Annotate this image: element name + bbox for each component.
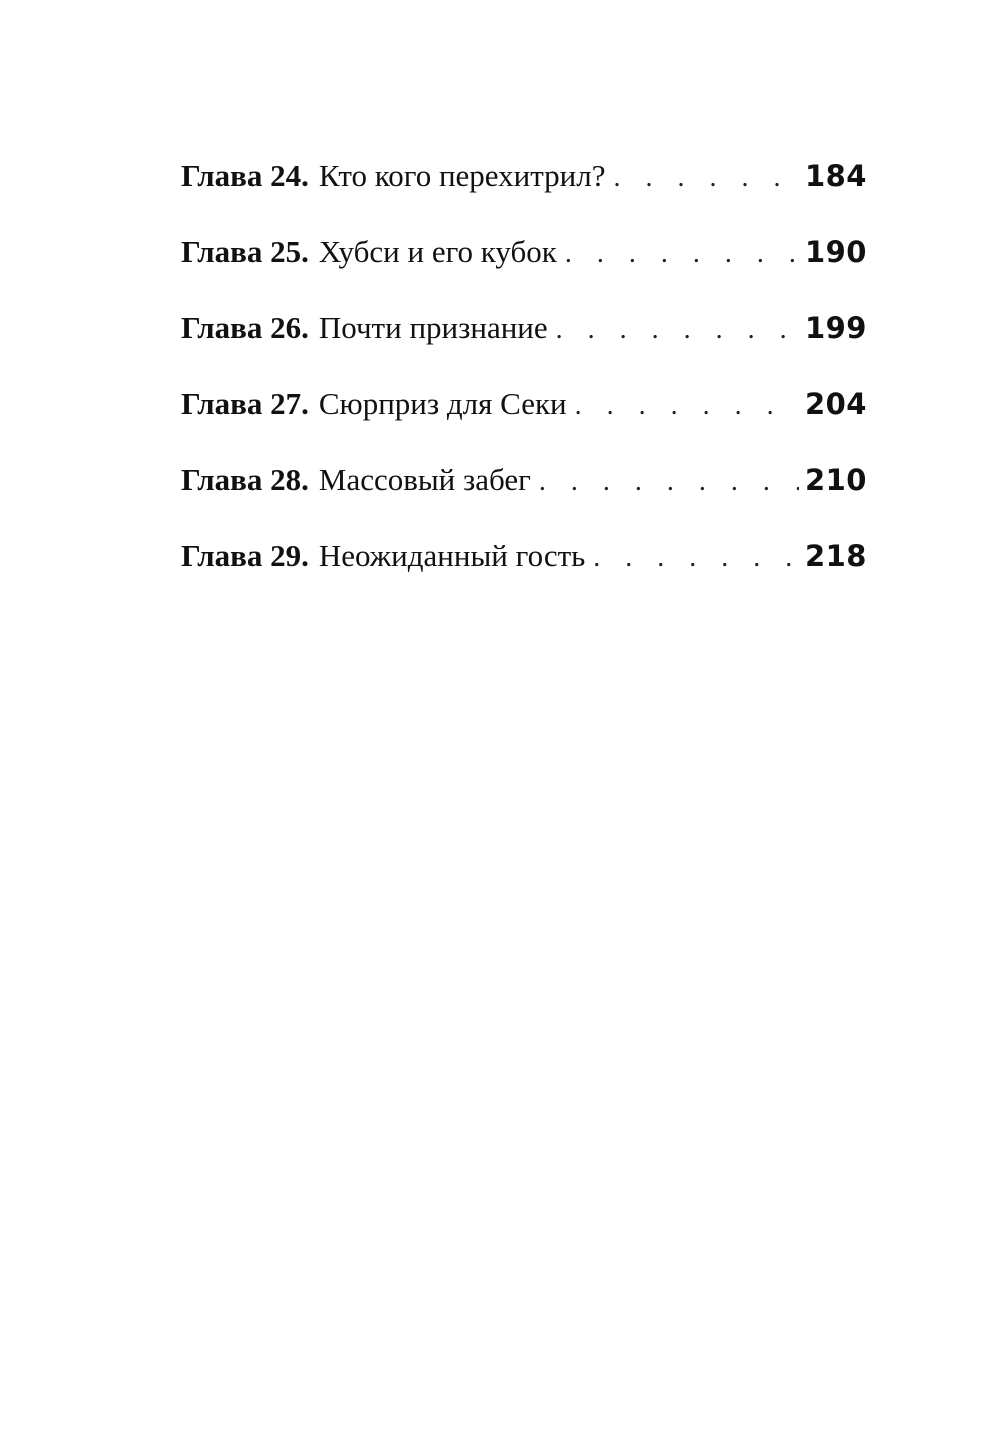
chapter-number: Глава 27. xyxy=(181,386,309,421)
chapter-title: Почти признание xyxy=(318,310,548,345)
dot-leader xyxy=(567,390,799,422)
page-number: 204 xyxy=(804,387,867,421)
page-number: 184 xyxy=(804,159,867,193)
page-number: 210 xyxy=(804,463,867,497)
dot-leader xyxy=(585,542,799,574)
dot-leader xyxy=(548,314,799,346)
chapter-title: Сюрприз для Секи xyxy=(318,386,567,421)
dot-leader xyxy=(557,238,799,270)
toc-entry xyxy=(181,462,867,538)
toc-entry xyxy=(181,158,867,234)
chapter-title: Хубси и его кубок xyxy=(318,234,557,269)
chapter-number: Глава 29. xyxy=(181,538,309,573)
toc-entry xyxy=(181,538,867,614)
dot-leader xyxy=(531,466,799,498)
toc-entry xyxy=(181,386,867,462)
dot-leader xyxy=(605,162,798,194)
toc-entry xyxy=(181,310,867,386)
page-number: 199 xyxy=(804,311,867,345)
chapter-number: Глава 24. xyxy=(181,158,309,193)
chapter-title: Массовый забег xyxy=(318,462,531,497)
page-number: 190 xyxy=(804,235,867,269)
chapter-title: Кто кого перехитрил? xyxy=(318,158,606,193)
toc-entry xyxy=(181,234,867,310)
chapter-number: Глава 26. xyxy=(181,310,309,345)
page-number: 218 xyxy=(804,539,867,573)
chapter-title: Неожиданный гость xyxy=(318,538,586,573)
table-of-contents xyxy=(181,158,867,614)
chapter-number: Глава 25. xyxy=(181,234,309,269)
chapter-number: Глава 28. xyxy=(181,462,309,497)
